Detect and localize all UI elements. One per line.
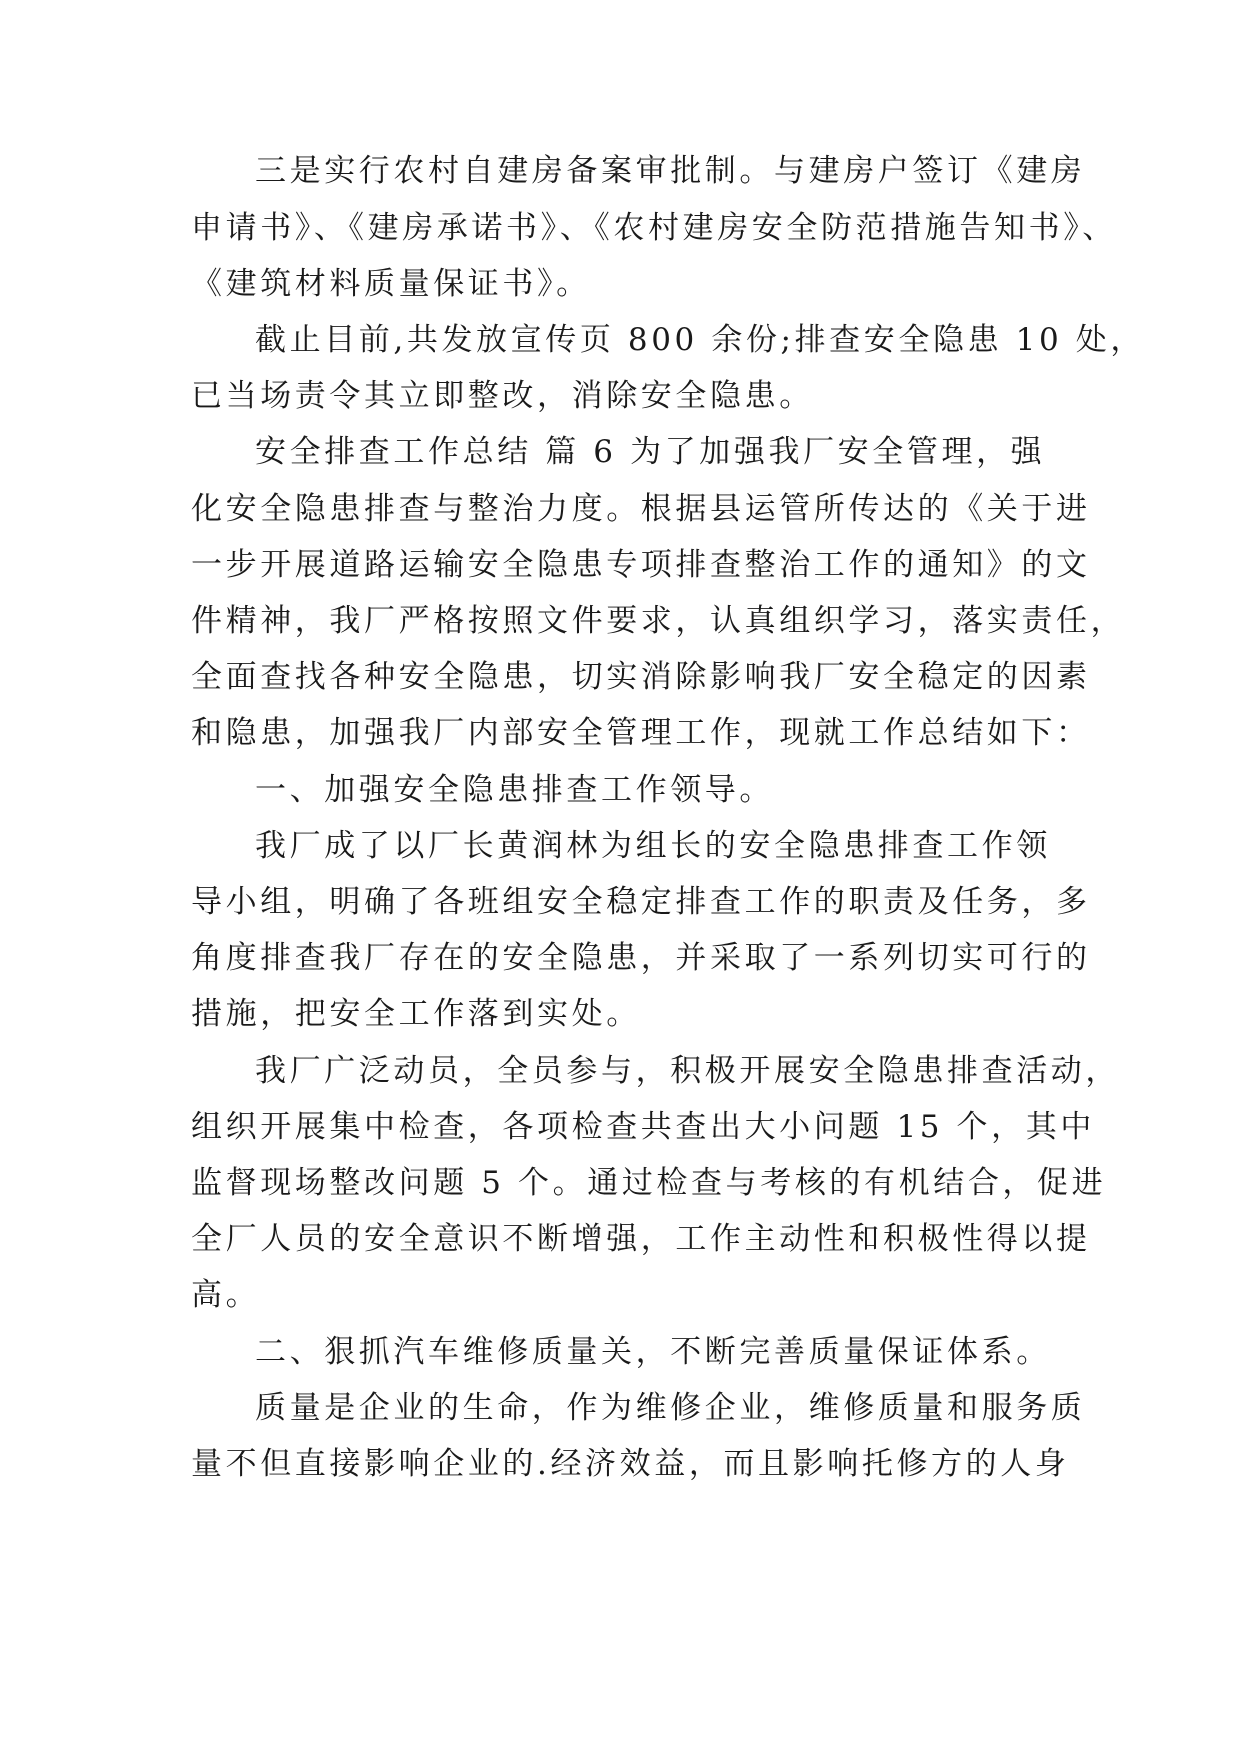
- paragraph-line: 和隐患，加强我厂内部安全管理工作，现就工作总结如下：: [191, 715, 1091, 751]
- paragraph-line: 质量是企业的生命，作为维修企业，维修质量和服务质: [255, 1390, 1086, 1426]
- paragraph-line: 角度排查我厂存在的安全隐患，并采取了一系列切实可行的: [191, 940, 1091, 976]
- paragraph-line: 《建筑材料质量保证书》。: [191, 266, 591, 302]
- paragraph-line: 组织开展集中检查，各项检查共查出大小问题 15 个，其中: [191, 1109, 1095, 1145]
- paragraph-line: 监督现场整改问题 5 个。通过检查与考核的有机结合，促进: [191, 1165, 1107, 1201]
- paragraph-line: 截止目前,共发放宣传页 800 余份;排查安全隐患 10 处，: [255, 322, 1145, 358]
- section-heading-line: 安全排查工作总结 篇 6 为了加强我厂安全管理，强: [255, 434, 1046, 470]
- paragraph-line: 已当场责令其立即整改，消除安全隐患。: [191, 378, 814, 414]
- paragraph-line: 高。: [191, 1277, 261, 1313]
- subheading-line: 二、狠抓汽车维修质量关，不断完善质量保证体系。: [255, 1334, 1051, 1370]
- paragraph-line: 申请书》、《建房承诺书》、《农村建房安全防范措施告知书》、: [191, 210, 1117, 246]
- paragraph-line: 化安全隐患排查与整治力度。根据县运管所传达的《关于进: [191, 491, 1091, 527]
- paragraph-line: 我厂广泛动员，全员参与，积极开展安全隐患排查活动，: [255, 1053, 1120, 1089]
- paragraph-line: 我厂成了以厂长黄润林为组长的安全隐患排查工作领: [255, 828, 1051, 864]
- paragraph-line: 件精神，我厂严格按照文件要求，认真组织学习，落实责任，: [191, 603, 1126, 639]
- paragraph-line: 措施，把安全工作落到实处。: [191, 996, 641, 1032]
- paragraph-line: 一步开展道路运输安全隐患专项排查整治工作的通知》的文: [191, 547, 1091, 583]
- subheading-line: 一、加强安全隐患排查工作领导。: [255, 772, 774, 808]
- paragraph-line: 全面查找各种安全隐患，切实消除影响我厂安全稳定的因素: [191, 659, 1091, 695]
- paragraph-line: 三是实行农村自建房备案审批制。与建房户签订《建房: [255, 153, 1086, 189]
- paragraph-line: 导小组，明确了各班组安全稳定排查工作的职责及任务，多: [191, 884, 1091, 920]
- paragraph-line: 全厂人员的安全意识不断增强，工作主动性和积极性得以提: [191, 1221, 1091, 1257]
- paragraph-line: 量不但直接影响企业的.经济效益，而且影响托修方的人身: [191, 1446, 1070, 1482]
